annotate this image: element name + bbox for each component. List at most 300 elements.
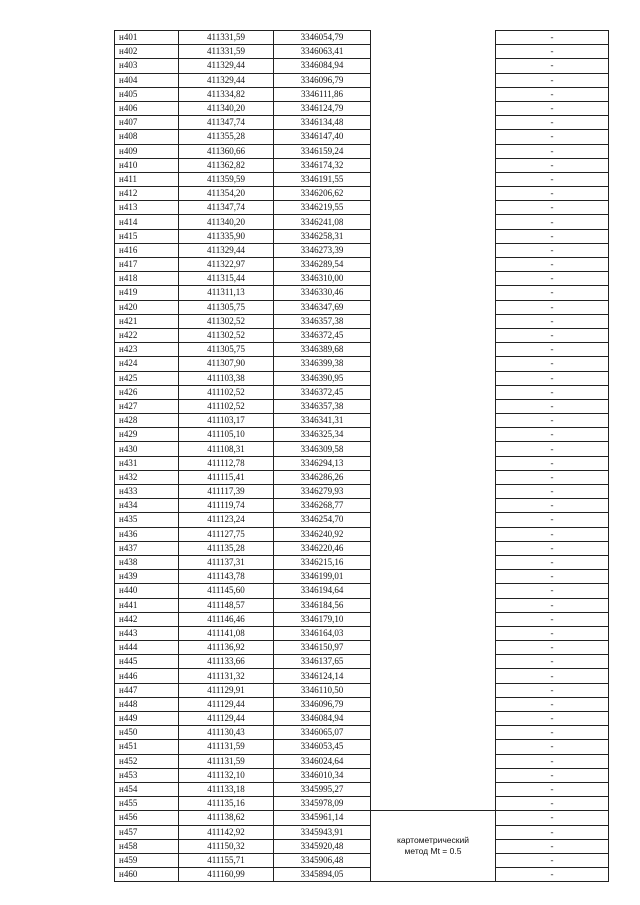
method-accuracy-text: метод Mt = 0.5 (404, 846, 462, 857)
x-coordinate-cell: 411131,32 (179, 669, 274, 683)
table-row (115, 839, 609, 853)
table-row (115, 853, 609, 867)
x-coordinate-cell: 411307,90 (179, 357, 274, 371)
table-row (115, 797, 609, 811)
table-row (115, 499, 609, 513)
point-number-cell: н454 (115, 782, 179, 796)
coordinates-table (114, 30, 609, 882)
point-number-cell: н423 (115, 343, 179, 357)
point-number-cell: н429 (115, 428, 179, 442)
x-coordinate-cell: 411311,13 (179, 286, 274, 300)
x-coordinate-cell: 411103,38 (179, 371, 274, 385)
point-number-cell: н451 (115, 740, 179, 754)
accuracy-cell: - (496, 555, 609, 569)
table-row (115, 59, 609, 73)
table-row (115, 399, 609, 413)
accuracy-cell: - (496, 158, 609, 172)
x-coordinate-cell: 411102,52 (179, 385, 274, 399)
x-coordinate-cell: 411141,08 (179, 626, 274, 640)
x-coordinate-cell: 411146,46 (179, 612, 274, 626)
point-number-cell: н414 (115, 215, 179, 229)
y-coordinate-cell: 3346054,79 (274, 31, 371, 45)
accuracy-cell: - (496, 45, 609, 59)
accuracy-cell: - (496, 300, 609, 314)
x-coordinate-cell: 411347,74 (179, 201, 274, 215)
accuracy-cell: - (496, 172, 609, 186)
y-coordinate-cell: 3346134,48 (274, 116, 371, 130)
y-coordinate-cell: 3346159,24 (274, 144, 371, 158)
table-row (115, 626, 609, 640)
x-coordinate-cell: 411131,59 (179, 754, 274, 768)
x-coordinate-cell: 411329,44 (179, 243, 274, 257)
x-coordinate-cell: 411138,62 (179, 811, 274, 825)
accuracy-cell: - (496, 839, 609, 853)
y-coordinate-cell: 3346240,92 (274, 527, 371, 541)
accuracy-cell: - (496, 541, 609, 555)
table-row (115, 300, 609, 314)
accuracy-cell: - (496, 853, 609, 867)
accuracy-cell: - (496, 782, 609, 796)
point-number-cell: н448 (115, 697, 179, 711)
y-coordinate-cell: 3346273,39 (274, 243, 371, 257)
point-number-cell: н438 (115, 555, 179, 569)
accuracy-cell: - (496, 683, 609, 697)
x-coordinate-cell: 411115,41 (179, 470, 274, 484)
accuracy-cell: - (496, 385, 609, 399)
table-row (115, 683, 609, 697)
table-row (115, 641, 609, 655)
y-coordinate-cell: 3346390,95 (274, 371, 371, 385)
x-coordinate-cell: 411362,82 (179, 158, 274, 172)
point-number-cell: н436 (115, 527, 179, 541)
table-row (115, 555, 609, 569)
table-row (115, 612, 609, 626)
y-coordinate-cell: 3346147,40 (274, 130, 371, 144)
table-row (115, 598, 609, 612)
table-row (115, 825, 609, 839)
table-row (115, 328, 609, 342)
point-number-cell: н402 (115, 45, 179, 59)
point-number-cell: н404 (115, 73, 179, 87)
x-coordinate-cell: 411331,59 (179, 45, 274, 59)
x-coordinate-cell: 411119,74 (179, 499, 274, 513)
y-coordinate-cell: 3346241,08 (274, 215, 371, 229)
table-row (115, 470, 609, 484)
table-row (115, 527, 609, 541)
y-coordinate-cell: 3346325,34 (274, 428, 371, 442)
table-row (115, 73, 609, 87)
point-number-cell: н447 (115, 683, 179, 697)
point-number-cell: н408 (115, 130, 179, 144)
accuracy-cell: - (496, 229, 609, 243)
accuracy-cell: - (496, 399, 609, 413)
x-coordinate-cell: 411155,71 (179, 853, 274, 867)
y-coordinate-cell: 3346341,31 (274, 414, 371, 428)
y-coordinate-cell: 3346137,65 (274, 655, 371, 669)
point-number-cell: н410 (115, 158, 179, 172)
y-coordinate-cell: 3346150,97 (274, 641, 371, 655)
x-coordinate-cell: 411136,92 (179, 641, 274, 655)
y-coordinate-cell: 3346174,32 (274, 158, 371, 172)
point-number-cell: н449 (115, 712, 179, 726)
point-number-cell: н457 (115, 825, 179, 839)
y-coordinate-cell: 3346096,79 (274, 73, 371, 87)
table-row (115, 584, 609, 598)
y-coordinate-cell: 3346357,38 (274, 399, 371, 413)
y-coordinate-cell: 3346096,79 (274, 697, 371, 711)
point-number-cell: н433 (115, 485, 179, 499)
y-coordinate-cell: 3345961,14 (274, 811, 371, 825)
table-row (115, 272, 609, 286)
table-row (115, 101, 609, 115)
point-number-cell: н401 (115, 31, 179, 45)
accuracy-cell: - (496, 740, 609, 754)
accuracy-cell: - (496, 314, 609, 328)
point-number-cell: н416 (115, 243, 179, 257)
point-number-cell: н452 (115, 754, 179, 768)
y-coordinate-cell: 3345943,91 (274, 825, 371, 839)
accuracy-cell: - (496, 669, 609, 683)
y-coordinate-cell: 3346389,68 (274, 343, 371, 357)
y-coordinate-cell: 3346279,93 (274, 485, 371, 499)
x-coordinate-cell: 411137,31 (179, 555, 274, 569)
point-number-cell: н434 (115, 499, 179, 513)
point-number-cell: н443 (115, 626, 179, 640)
point-number-cell: н453 (115, 768, 179, 782)
accuracy-cell: - (496, 527, 609, 541)
point-number-cell: н427 (115, 399, 179, 413)
table-row (115, 541, 609, 555)
method-name-text: картометрический (397, 835, 469, 846)
accuracy-cell: - (496, 73, 609, 87)
x-coordinate-cell: 411132,10 (179, 768, 274, 782)
x-coordinate-cell: 411322,97 (179, 258, 274, 272)
y-coordinate-cell: 3346215,16 (274, 555, 371, 569)
y-coordinate-cell: 3346220,46 (274, 541, 371, 555)
y-coordinate-cell: 3346194,64 (274, 584, 371, 598)
y-coordinate-cell: 3345995,27 (274, 782, 371, 796)
point-number-cell: н403 (115, 59, 179, 73)
point-number-cell: н415 (115, 229, 179, 243)
accuracy-cell: - (496, 754, 609, 768)
point-number-cell: н442 (115, 612, 179, 626)
x-coordinate-cell: 411334,82 (179, 87, 274, 101)
accuracy-cell: - (496, 655, 609, 669)
table-row (115, 754, 609, 768)
accuracy-cell: - (496, 243, 609, 257)
table-row (115, 782, 609, 796)
point-number-cell: н430 (115, 442, 179, 456)
table-row (115, 45, 609, 59)
x-coordinate-cell: 411127,75 (179, 527, 274, 541)
x-coordinate-cell: 411355,28 (179, 130, 274, 144)
accuracy-cell: - (496, 825, 609, 839)
x-coordinate-cell: 411135,28 (179, 541, 274, 555)
x-coordinate-cell: 411305,75 (179, 300, 274, 314)
x-coordinate-cell: 411102,52 (179, 399, 274, 413)
table-row (115, 712, 609, 726)
accuracy-cell: - (496, 371, 609, 385)
accuracy-cell: - (496, 343, 609, 357)
accuracy-cell: - (496, 598, 609, 612)
accuracy-cell: - (496, 513, 609, 527)
y-coordinate-cell: 3346258,31 (274, 229, 371, 243)
y-coordinate-cell: 3346399,38 (274, 357, 371, 371)
y-coordinate-cell: 3346330,46 (274, 286, 371, 300)
accuracy-cell: - (496, 641, 609, 655)
x-coordinate-cell: 411359,59 (179, 172, 274, 186)
point-number-cell: н440 (115, 584, 179, 598)
accuracy-cell: - (496, 130, 609, 144)
y-coordinate-cell: 3346024,64 (274, 754, 371, 768)
accuracy-cell: - (496, 328, 609, 342)
x-coordinate-cell: 411142,92 (179, 825, 274, 839)
x-coordinate-cell: 411315,44 (179, 272, 274, 286)
point-number-cell: н406 (115, 101, 179, 115)
x-coordinate-cell: 411105,10 (179, 428, 274, 442)
accuracy-cell: - (496, 414, 609, 428)
point-number-cell: н437 (115, 541, 179, 555)
accuracy-cell: - (496, 187, 609, 201)
y-coordinate-cell: 3346219,55 (274, 201, 371, 215)
table-row (115, 201, 609, 215)
table-row (115, 314, 609, 328)
table-row (115, 130, 609, 144)
y-coordinate-cell: 3346254,70 (274, 513, 371, 527)
point-number-cell: н418 (115, 272, 179, 286)
accuracy-cell: - (496, 144, 609, 158)
point-number-cell: н460 (115, 868, 179, 882)
table-row (115, 442, 609, 456)
point-number-cell: н456 (115, 811, 179, 825)
accuracy-cell: - (496, 499, 609, 513)
y-coordinate-cell: 3346309,58 (274, 442, 371, 456)
point-number-cell: н419 (115, 286, 179, 300)
x-coordinate-cell: 411135,16 (179, 797, 274, 811)
table-row (115, 740, 609, 754)
y-coordinate-cell: 3346111,86 (274, 87, 371, 101)
point-number-cell: н420 (115, 300, 179, 314)
x-coordinate-cell: 411302,52 (179, 314, 274, 328)
x-coordinate-cell: 411143,78 (179, 570, 274, 584)
accuracy-cell: - (496, 101, 609, 115)
point-number-cell: н435 (115, 513, 179, 527)
accuracy-cell: - (496, 215, 609, 229)
y-coordinate-cell: 3346357,38 (274, 314, 371, 328)
point-number-cell: н421 (115, 314, 179, 328)
y-coordinate-cell: 3346347,69 (274, 300, 371, 314)
point-number-cell: н432 (115, 470, 179, 484)
y-coordinate-cell: 3346179,10 (274, 612, 371, 626)
x-coordinate-cell: 411133,18 (179, 782, 274, 796)
table-row (115, 187, 609, 201)
point-number-cell: н446 (115, 669, 179, 683)
point-number-cell: н439 (115, 570, 179, 584)
x-coordinate-cell: 411160,99 (179, 868, 274, 882)
accuracy-cell: - (496, 258, 609, 272)
point-number-cell: н409 (115, 144, 179, 158)
accuracy-cell: - (496, 712, 609, 726)
accuracy-cell: - (496, 286, 609, 300)
table-row (115, 172, 609, 186)
y-coordinate-cell: 3345920,48 (274, 839, 371, 853)
table-row (115, 116, 609, 130)
point-number-cell: н444 (115, 641, 179, 655)
y-coordinate-cell: 3346289,54 (274, 258, 371, 272)
point-number-cell: н428 (115, 414, 179, 428)
table-row (115, 258, 609, 272)
x-coordinate-cell: 411145,60 (179, 584, 274, 598)
x-coordinate-cell: 411129,44 (179, 697, 274, 711)
coordinates-table-body (115, 31, 609, 882)
point-number-cell: н413 (115, 201, 179, 215)
table-row (115, 726, 609, 740)
y-coordinate-cell: 3346053,45 (274, 740, 371, 754)
table-row (115, 570, 609, 584)
x-coordinate-cell: 411117,39 (179, 485, 274, 499)
table-row (115, 343, 609, 357)
table-row (115, 87, 609, 101)
x-coordinate-cell: 411331,59 (179, 31, 274, 45)
table-row (115, 243, 609, 257)
x-coordinate-cell: 411347,74 (179, 116, 274, 130)
table-row (115, 697, 609, 711)
point-number-cell: н459 (115, 853, 179, 867)
point-number-cell: н424 (115, 357, 179, 371)
table-row (115, 357, 609, 371)
x-coordinate-cell: 411340,20 (179, 101, 274, 115)
point-number-cell: н417 (115, 258, 179, 272)
accuracy-cell: - (496, 697, 609, 711)
y-coordinate-cell: 3346110,50 (274, 683, 371, 697)
accuracy-cell: - (496, 357, 609, 371)
table-row (115, 811, 609, 825)
x-coordinate-cell: 411131,59 (179, 740, 274, 754)
x-coordinate-cell: 411130,43 (179, 726, 274, 740)
point-number-cell: н422 (115, 328, 179, 342)
point-number-cell: н458 (115, 839, 179, 853)
y-coordinate-cell: 3346065,07 (274, 726, 371, 740)
y-coordinate-cell: 3346372,45 (274, 385, 371, 399)
x-coordinate-cell: 411305,75 (179, 343, 274, 357)
accuracy-cell: - (496, 272, 609, 286)
point-number-cell: н412 (115, 187, 179, 201)
x-coordinate-cell: 411129,91 (179, 683, 274, 697)
x-coordinate-cell: 411103,17 (179, 414, 274, 428)
accuracy-cell: - (496, 868, 609, 882)
point-number-cell: н405 (115, 87, 179, 101)
table-row (115, 229, 609, 243)
point-number-cell: н426 (115, 385, 179, 399)
accuracy-cell: - (496, 612, 609, 626)
x-coordinate-cell: 411150,32 (179, 839, 274, 853)
x-coordinate-cell: 411329,44 (179, 73, 274, 87)
y-coordinate-cell: 3346191,55 (274, 172, 371, 186)
y-coordinate-cell: 3346084,94 (274, 712, 371, 726)
accuracy-cell: - (496, 584, 609, 598)
coordinates-table-sheet (114, 30, 608, 882)
table-row (115, 31, 609, 45)
accuracy-cell: - (496, 201, 609, 215)
point-number-cell: н450 (115, 726, 179, 740)
y-coordinate-cell: 3346372,45 (274, 328, 371, 342)
x-coordinate-cell: 411335,90 (179, 229, 274, 243)
accuracy-cell: - (496, 456, 609, 470)
y-coordinate-cell: 3345906,48 (274, 853, 371, 867)
accuracy-cell: - (496, 626, 609, 640)
y-coordinate-cell: 3346063,41 (274, 45, 371, 59)
accuracy-cell: - (496, 726, 609, 740)
accuracy-cell: - (496, 442, 609, 456)
accuracy-cell: - (496, 428, 609, 442)
x-coordinate-cell: 411112,78 (179, 456, 274, 470)
x-coordinate-cell: 411302,52 (179, 328, 274, 342)
y-coordinate-cell: 3346184,56 (274, 598, 371, 612)
y-coordinate-cell: 3346010,34 (274, 768, 371, 782)
y-coordinate-cell: 3346124,14 (274, 669, 371, 683)
accuracy-cell: - (496, 797, 609, 811)
accuracy-cell: - (496, 59, 609, 73)
y-coordinate-cell: 3346084,94 (274, 59, 371, 73)
x-coordinate-cell: 411133,66 (179, 655, 274, 669)
method-column-upper (371, 31, 496, 811)
table-row (115, 655, 609, 669)
x-coordinate-cell: 411329,44 (179, 59, 274, 73)
y-coordinate-cell: 3346294,13 (274, 456, 371, 470)
point-number-cell: н455 (115, 797, 179, 811)
table-row (115, 414, 609, 428)
accuracy-cell: - (496, 87, 609, 101)
point-number-cell: н431 (115, 456, 179, 470)
x-coordinate-cell: 411354,20 (179, 187, 274, 201)
table-row (115, 428, 609, 442)
y-coordinate-cell: 3345894,05 (274, 868, 371, 882)
table-row (115, 385, 609, 399)
accuracy-cell: - (496, 768, 609, 782)
y-coordinate-cell: 3346310,00 (274, 272, 371, 286)
point-number-cell: н411 (115, 172, 179, 186)
y-coordinate-cell: 3346164,03 (274, 626, 371, 640)
point-number-cell: н441 (115, 598, 179, 612)
table-row (115, 456, 609, 470)
x-coordinate-cell: 411340,20 (179, 215, 274, 229)
table-row (115, 215, 609, 229)
y-coordinate-cell: 3346206,62 (274, 187, 371, 201)
accuracy-cell: - (496, 116, 609, 130)
x-coordinate-cell: 411129,44 (179, 712, 274, 726)
table-row (115, 513, 609, 527)
point-number-cell: н445 (115, 655, 179, 669)
x-coordinate-cell: 411108,31 (179, 442, 274, 456)
accuracy-cell: - (496, 811, 609, 825)
table-row (115, 485, 609, 499)
measurement-method-cell (371, 811, 496, 882)
x-coordinate-cell: 411148,57 (179, 598, 274, 612)
table-row (115, 286, 609, 300)
y-coordinate-cell: 3346286,26 (274, 470, 371, 484)
y-coordinate-cell: 3346124,79 (274, 101, 371, 115)
accuracy-cell: - (496, 485, 609, 499)
y-coordinate-cell: 3346199,01 (274, 570, 371, 584)
accuracy-cell: - (496, 31, 609, 45)
table-row (115, 768, 609, 782)
x-coordinate-cell: 411123,24 (179, 513, 274, 527)
table-row (115, 371, 609, 385)
y-coordinate-cell: 3345978,09 (274, 797, 371, 811)
table-row (115, 868, 609, 882)
point-number-cell: н407 (115, 116, 179, 130)
accuracy-cell: - (496, 470, 609, 484)
